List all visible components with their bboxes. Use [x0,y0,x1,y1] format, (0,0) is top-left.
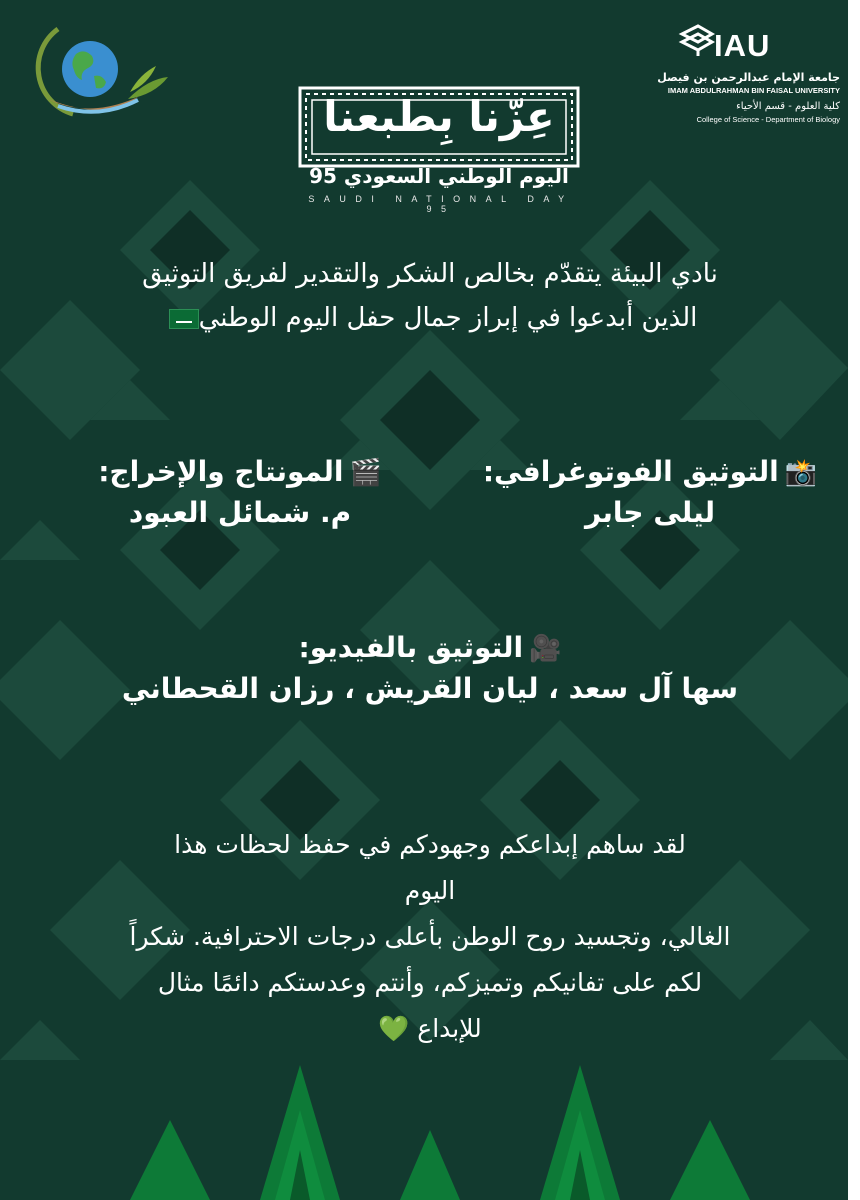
camera-flash-icon: 📸 [784,458,818,488]
earth-leaf-logo [28,14,173,124]
page-edge [848,0,860,1200]
university-name-en: IMAM ABDULRAHMAN BIN FAISAL UNIVERSITY [667,86,840,95]
national-day-title: عِزّنا بِطبعنا [323,92,555,141]
photo-credit [460,452,840,533]
video-credit [60,628,800,709]
university-name-ar: جامعة الإمام عبدالرحمن بن فيصل [657,71,840,84]
editing-credit [40,452,440,533]
intro-text [40,252,820,340]
closing-line-1: لقد ساهم إبداعكم وجهودكم في حفظ لحظات هذا [174,830,686,859]
iau-emblem-icon [678,22,716,58]
editing-credit-heading [40,452,440,493]
national-day-subtitle-en: SAUDI NATIONAL DAY 95 [308,194,574,214]
intro-line-1: نادي البيئة يتقدّم بخالص الشكر والتقدير لفريق التوثيق [142,259,718,289]
video-camera-icon: 🎥 [529,634,562,664]
editing-credit-names: م. شمائل العبود [128,496,352,529]
photo-credit-heading [460,452,840,493]
closing-line-2: اليوم [404,876,456,905]
intro-line-2 [40,296,820,340]
iau-abbr: IAU [714,28,771,63]
video-credit-title: التوثيق بالفيديو: [298,631,524,664]
editing-credit-title: المونتاج والإخراج: [98,455,344,488]
iau-logo [657,16,843,128]
closing-text [30,822,830,1052]
national-day-subtitle: اليوم الوطني السعودي 95 [309,164,569,188]
national-day-logo [296,84,586,214]
video-credit-heading [60,628,800,669]
intro-line-2-text: الذين أبدعوا في إبراز جمال حفل اليوم الوطني [198,303,698,333]
closing-line-5-text: للإبداع [417,1014,482,1043]
video-credit-names: سها آل سعد ، ليان القريش ، رزان القحطاني [121,672,739,705]
closing-line-4: لكم على تفانيكم وتميزكم، وأنتم وعدستكم دائمًا مثال [157,968,703,997]
college-name-ar: كلية العلوم - قسم الأحياء [736,101,840,112]
photo-credit-names: ليلى جابر [584,496,716,529]
closing-line-5 [30,1006,830,1052]
photo-credit-title: التوثيق الفوتوغرافي: [482,455,779,488]
closing-line-3: الغالي، وتجسيد روح الوطن بأعلى درجات الاحترافية. شكراً [129,922,731,951]
green-heart-icon: 💚 [378,1014,410,1043]
saudi-flag-icon [169,309,199,329]
clapper-icon: 🎬 [349,458,382,488]
college-name-en: College of Science - Department of Biology [696,115,840,124]
